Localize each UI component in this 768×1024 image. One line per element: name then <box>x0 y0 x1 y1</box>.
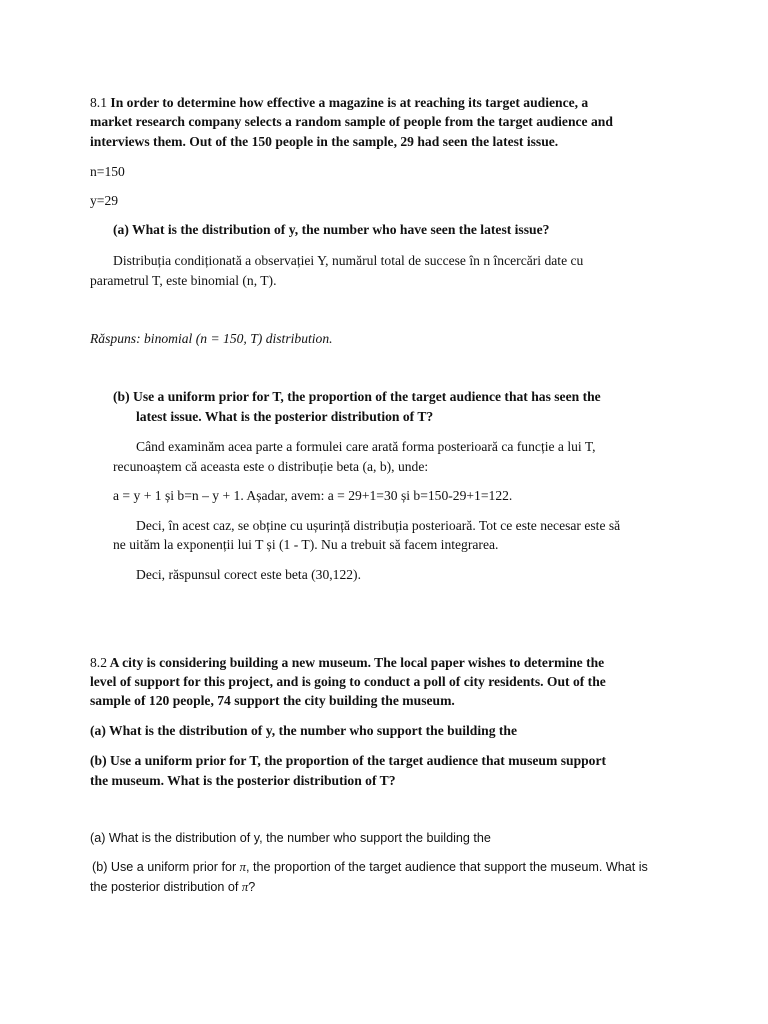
pi-symbol: π <box>241 880 249 894</box>
q81-b-conclusion: Deci, răspunsul corect este beta (30,122). <box>136 567 361 582</box>
q81-b-formula: a = y + 1 și b=n – y + 1. Așadar, avem: a = 29+1=30 și b=150-29+1=122. <box>113 488 513 503</box>
q81-intro-line-1: 8.1 In order to determine how effective a magazine is at reaching its target audience, a <box>90 95 589 110</box>
q81-b-text-line-3: Deci, în acest caz, se obține cu ușurință distribuția posterioară. Tot ce este necesar este să <box>136 518 621 533</box>
q82-b-question-line-2: the museum. What is the posterior distribution of T? <box>90 773 396 788</box>
q82-sans-b-question-line-1: (b) Use a uniform prior for π, the proportion of the target audience that support the museum. What is <box>92 860 648 874</box>
q81-y-value: y=29 <box>90 193 119 208</box>
q81-intro-line-3: interviews them. Out of the 150 people in the sample, 29 had seen the latest issue. <box>90 134 559 149</box>
q81-b-text-line-2: recunoaștem că aceasta este o distribuție beta (a, b), unde: <box>113 459 429 474</box>
q81-a-text-line-2: parametrul T, este binomial (n, T). <box>90 273 277 288</box>
q82-b-question-line-1: (b) Use a uniform prior for T, the proportion of the target audience that museum support <box>90 753 607 768</box>
q81-number: 8.1 <box>90 95 107 110</box>
q82-a-question: (a) What is the distribution of y, the number who support the building the <box>90 723 518 738</box>
q82-intro-line-2: level of support for this project, and is going to conduct a poll of city residents. Out of the <box>90 674 606 689</box>
q81-b-question-line-2: latest issue. What is the posterior distribution of T? <box>136 409 434 424</box>
q81-answer: Răspuns: binomial (n = 150, T) distribution. <box>90 331 333 346</box>
q81-n-value: n=150 <box>90 164 125 179</box>
q81-intro-line-2: market research company selects a random sample of people from the target audience and <box>90 114 613 129</box>
q81-b-text-line-1: Când examinăm acea parte a formulei care arată forma posterioară ca funcție a lui T, <box>136 439 596 454</box>
q82-number: 8.2 <box>90 655 107 670</box>
q81-b-text-line-4: ne uităm la exponenții lui T și (1 - T). Nu a trebuit să facem integrarea. <box>113 537 499 552</box>
q81-b-question-line-1: (b) Use a uniform prior for T, the proportion of the target audience that has seen the <box>113 389 601 404</box>
q82-intro-line-1: 8.2 A city is considering building a new museum. The local paper wishes to determine the <box>90 655 605 670</box>
q81-a-text-line-1: Distribuția condiționată a observației Y, numărul total de succese în n încercări date cu <box>113 253 584 268</box>
pi-symbol: π <box>239 860 246 874</box>
q82-intro-line-3: sample of 120 people, 74 support the city building the museum. <box>90 693 455 708</box>
q82-sans-b-question-line-2: the posterior distribution of π? <box>90 880 256 894</box>
q82-sans-a-question: (a) What is the distribution of y, the number who support the building the <box>90 831 491 845</box>
q81-a-question: (a) What is the distribution of y, the number who have seen the latest issue? <box>113 222 550 237</box>
